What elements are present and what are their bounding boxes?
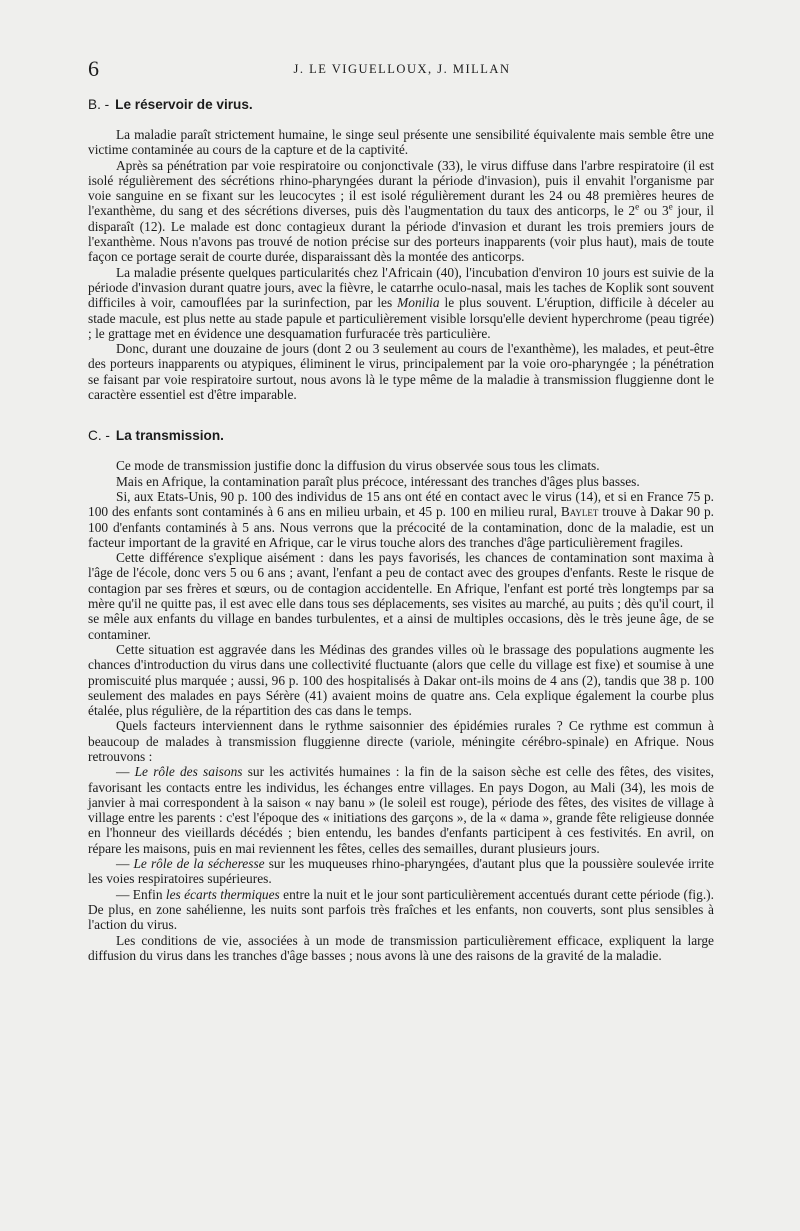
author-name: Baylet [560,504,599,520]
paragraph [88,764,714,856]
paragraph [88,887,714,933]
paragraph: Donc, durant une douzaine de jours (dont 2 ou 3 seulement au cours de l'exanthème), les malades, et peut-être des porteurs inapparents ou atypiques, éliminent le virus, principalement par la voie oro-pharyngée ; la pénétration se faisant par voie respiratoire surtout, nous avons là le type même de la maladie à transmission fluggienne dont le caractère essentiel est d'être imparable. [88,341,714,403]
italic-term: Monilia [397,295,440,311]
paragraph [88,489,714,550]
text-run: Si, aux Etats-Unis, 90 p. 100 des individus de 15 ans ont été en contact avec le virus (14), et si en France 75 p. 100 des enfants sont contaminés à 6 ans en milieu urbain, et 45 p. 100 en milieu rural, [88,488,714,520]
text-run: le plus souvent. L'éruption, difficile à déceler au stade macule, est plus nette au stade papule et particulièrement visible lorsqu'elle devient hyperchrome (peau tigrée) ; le grattage met en évidence une desquamation furfuracée très particulière. [88,295,714,341]
paragraph [88,265,714,341]
running-head: J. LE VIGUELLOUX, J. MILLAN [293,62,511,76]
superscript: e [668,202,673,213]
article-body [88,97,714,963]
text-run: entre la nuit et le jour sont particulièrement accentués durant cette période (fig.). De plus, en zone sahélienne, les nuits sont parfois très fraîches et les enfants, non couverts, sont plus sensibles à l'action du virus. [88,886,714,933]
paragraph: Les conditions de vie, associées à un mode de transmission particulièrement efficace, expliquent la large diffusion du virus dans les tranches d'âge basses ; nous avons là une des raisons de la gravité de la maladie. [88,932,714,963]
text-run: sur les muqueuses rhino-pharyngées, d'autant plus que la poussière soulevée irrite les voies respiratoires supérieures. [88,856,714,887]
text-run: — Enfin [116,886,166,902]
section-b-title: Le réservoir de virus. [115,97,253,112]
text-run: sur les activités humaines : la fin de la saison sèche est celle des fêtes, des visites, favorisant les contacts entre les individus, les échanges entre villages. En pays Dogon, au Mali (34), les mois de janvier à mai correspondent à la saison « nay banu » (le soleil est rouge), période des fêtes, des visites de village à village entre les parents : c'est l'époque des « initiations des garçons », de la « dama », grande fête religieuse donnée en l'honneur des vieillards décédés ; bien entendu, les bandes d'enfants participent à ces festivités. En avril, on répare les maisons, puis en mai reviennent les fêtes, celles des semailles, durant plusieurs jours. [88,764,714,856]
paragraph: La maladie paraît strictement humaine, le singe seul présente une sensibilité équivalente mais semble être une victime contaminée au cours de la capture et de la captivité. [88,127,714,158]
text-run: trouve à Dakar 90 p. 100 d'enfants contaminés à 5 ans. Nous verrons que la précocité de la contamination, donc de la maladie, est un facteur important de la gravité en Afrique, car le virus touche alors des tranches d'âge particulièrement fragiles. [88,504,714,550]
italic-term: les écarts thermiques [165,886,280,902]
section-c-number: C. - [88,428,110,444]
text-run: ou 3 [639,203,669,219]
text-run: Après sa pénétration par voie respiratoire ou conjonctivale (33), le virus diffuse dans l'arbre respiratoire (il est isolé régulièrement des sécrétions rhino-pharyngées durant la période d'invasion), puis il envahit l'organisme par voie sanguine en se fixant sur les leucocytes ; il est isolé régulièrement durant les 24 ou 48 premières heures de l'exanthème, du sang et des sécrétions diverses, puis dès l'augmentation du taux des anticorps, le 2 [88,157,714,219]
paragraph: Cette différence s'explique aisément : dans les pays favorisés, les chances de contamination sont maxima à l'âge de l'école, donc vers 5 ou 6 ans ; avant, l'enfant a peu de contact avec des groupes d'enfants. Reste le risque de contagion par ses frères et sœurs, ou de contagion accidentelle. En Afrique, l'enfant est porté très longtemps par sa mère qu'il ne quitte pas, il est avec elle dans tous ses déplacements, ses visites au marché, au puits ; dès qu'il court, il se mêle aux enfants du village en bandes turbulentes, et a ainsi de multiples occasions, dès le très jeune âge, de se contaminer. [88,550,714,642]
text-run: La maladie présente quelques particularités chez l'Africain (40), l'incubation d'environ 10 jours est suivie de la période d'invasion durant quatre jours, avec la fièvre, le catarrhe oculo-nasal, mais les taches de Koplik sont souvent difficiles à voir, camouflées par la surinfection, par les [88,264,714,311]
section-b-heading [88,97,714,113]
paragraph: Cette situation est aggravée dans les Médinas des grandes villes où le brassage des populations augmente les chances d'introduction du virus dans une collectivité fluctuante (alors que celle du village est fixe) et soumise à une promiscuité plus marquée ; aussi, 96 p. 100 des hospitalisés à Dakar ont-ils moins de 4 ans (2), tandis que 38 p. 100 seulement des malades en pays Sérère (41) avaient moins de quatre ans. Cela explique également la courbe plus étalée, plus régulière, de la répartition des cas dans le temps. [88,641,714,719]
section-b-number: B. - [88,97,110,112]
text-run: — [116,856,134,872]
paragraph [88,158,714,265]
section-c-title: La transmission. [115,428,224,444]
text-run: jour, il disparaît (12). Le malade est donc contagieux durant la période d'invasion et durant les trois premiers jours de l'exanthème. Nous n'avons pas trouvé de notion précise sur des porteurs inapparents (voir plus haut), mais de toute façon ce portage serait de courte durée, disparaissant dès la montée des anticorps. [88,203,714,265]
page-number: 6 [88,56,99,81]
paragraph [88,856,714,887]
italic-term: Le rôle des saisons [134,764,243,780]
superscript: e [635,202,640,213]
paragraph: Mais en Afrique, la contamination paraît plus précoce, intéressant des tranches d'âges plus basses. [116,473,640,489]
page-header [88,58,716,82]
text-run: — [116,764,135,780]
paragraph: Quels facteurs interviennent dans le rythme saisonnier des épidémies rurales ? Ce rythme est commun à beaucoup de malades à transmission fluggienne directe (variole, méningite cérébro-spinale) en Afrique. Nous retrouvons : [88,718,714,764]
paragraph: Ce mode de transmission justifie donc la diffusion du virus observée sous tous les climats. [116,458,600,474]
section-c-heading [88,428,714,444]
italic-term: Le rôle de la sécheresse [133,856,265,872]
